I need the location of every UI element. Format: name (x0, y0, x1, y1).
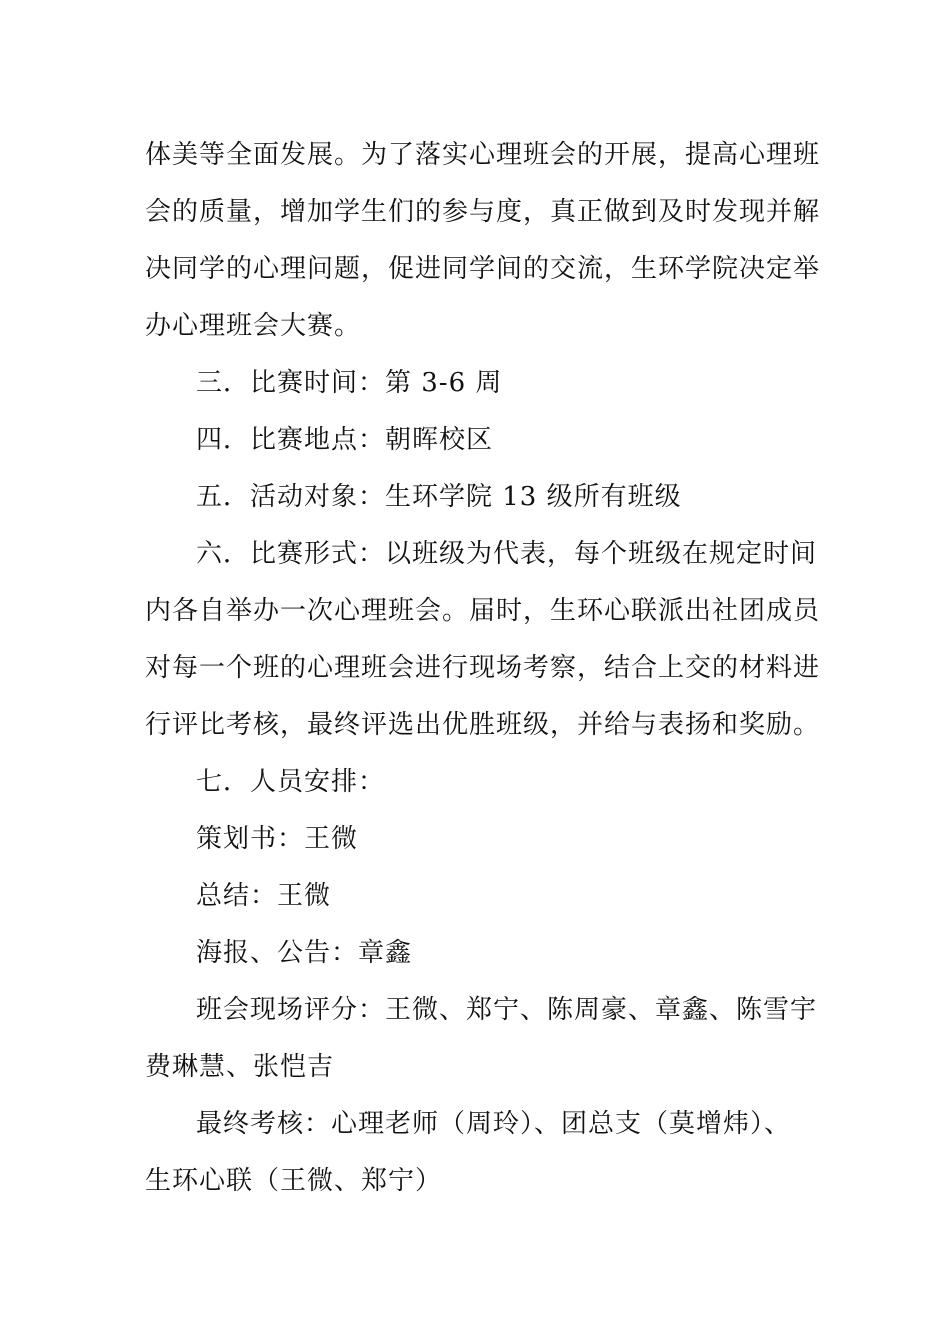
section-heading-staff: 七．人员安排： (196, 767, 386, 797)
staff-final-review: 最终考核：心理老师（周玲）、团总支（莫增炜）、 (196, 1109, 792, 1139)
body-text-line: 对每一个班的心理班会进行现场考察，结合上交的材料进 (145, 653, 821, 683)
staff-summary: 总结：王微 (196, 881, 332, 911)
staff-poster: 海报、公告：章鑫 (196, 938, 413, 968)
section-heading-time: 三．比赛时间：第 3-6 周 (196, 368, 503, 398)
body-text-line: 会的质量，增加学生们的参与度，真正做到及时发现并解 (145, 197, 821, 227)
section-heading-audience: 五．活动对象：生环学院 13 级所有班级 (196, 482, 682, 512)
section-heading-format: 六．比赛形式：以班级为代表，每个班级在规定时间 (196, 539, 818, 569)
staff-final-review-continued: 生环心联（王微、郑宁） (145, 1166, 443, 1196)
section-heading-location: 四．比赛地点：朝晖校区 (196, 425, 494, 455)
body-text-line: 办心理班会大赛。 (145, 311, 362, 341)
staff-planning: 策划书：王微 (196, 824, 359, 854)
body-text-line: 体美等全面发展。为了落实心理班会的开展，提高心理班 (145, 140, 821, 170)
staff-scoring-continued: 费琳慧、张恺吉 (145, 1052, 335, 1082)
staff-scoring: 班会现场评分：王微、郑宁、陈周豪、章鑫、陈雪宇 (196, 995, 818, 1025)
body-text-line: 决同学的心理问题，促进同学间的交流，生环学院决定举 (145, 254, 821, 284)
body-text-line: 行评比考核，最终评选出优胜班级，并给与表扬和奖励。 (145, 710, 821, 740)
body-text-line: 内各自举办一次心理班会。届时，生环心联派出社团成员 (145, 596, 821, 626)
